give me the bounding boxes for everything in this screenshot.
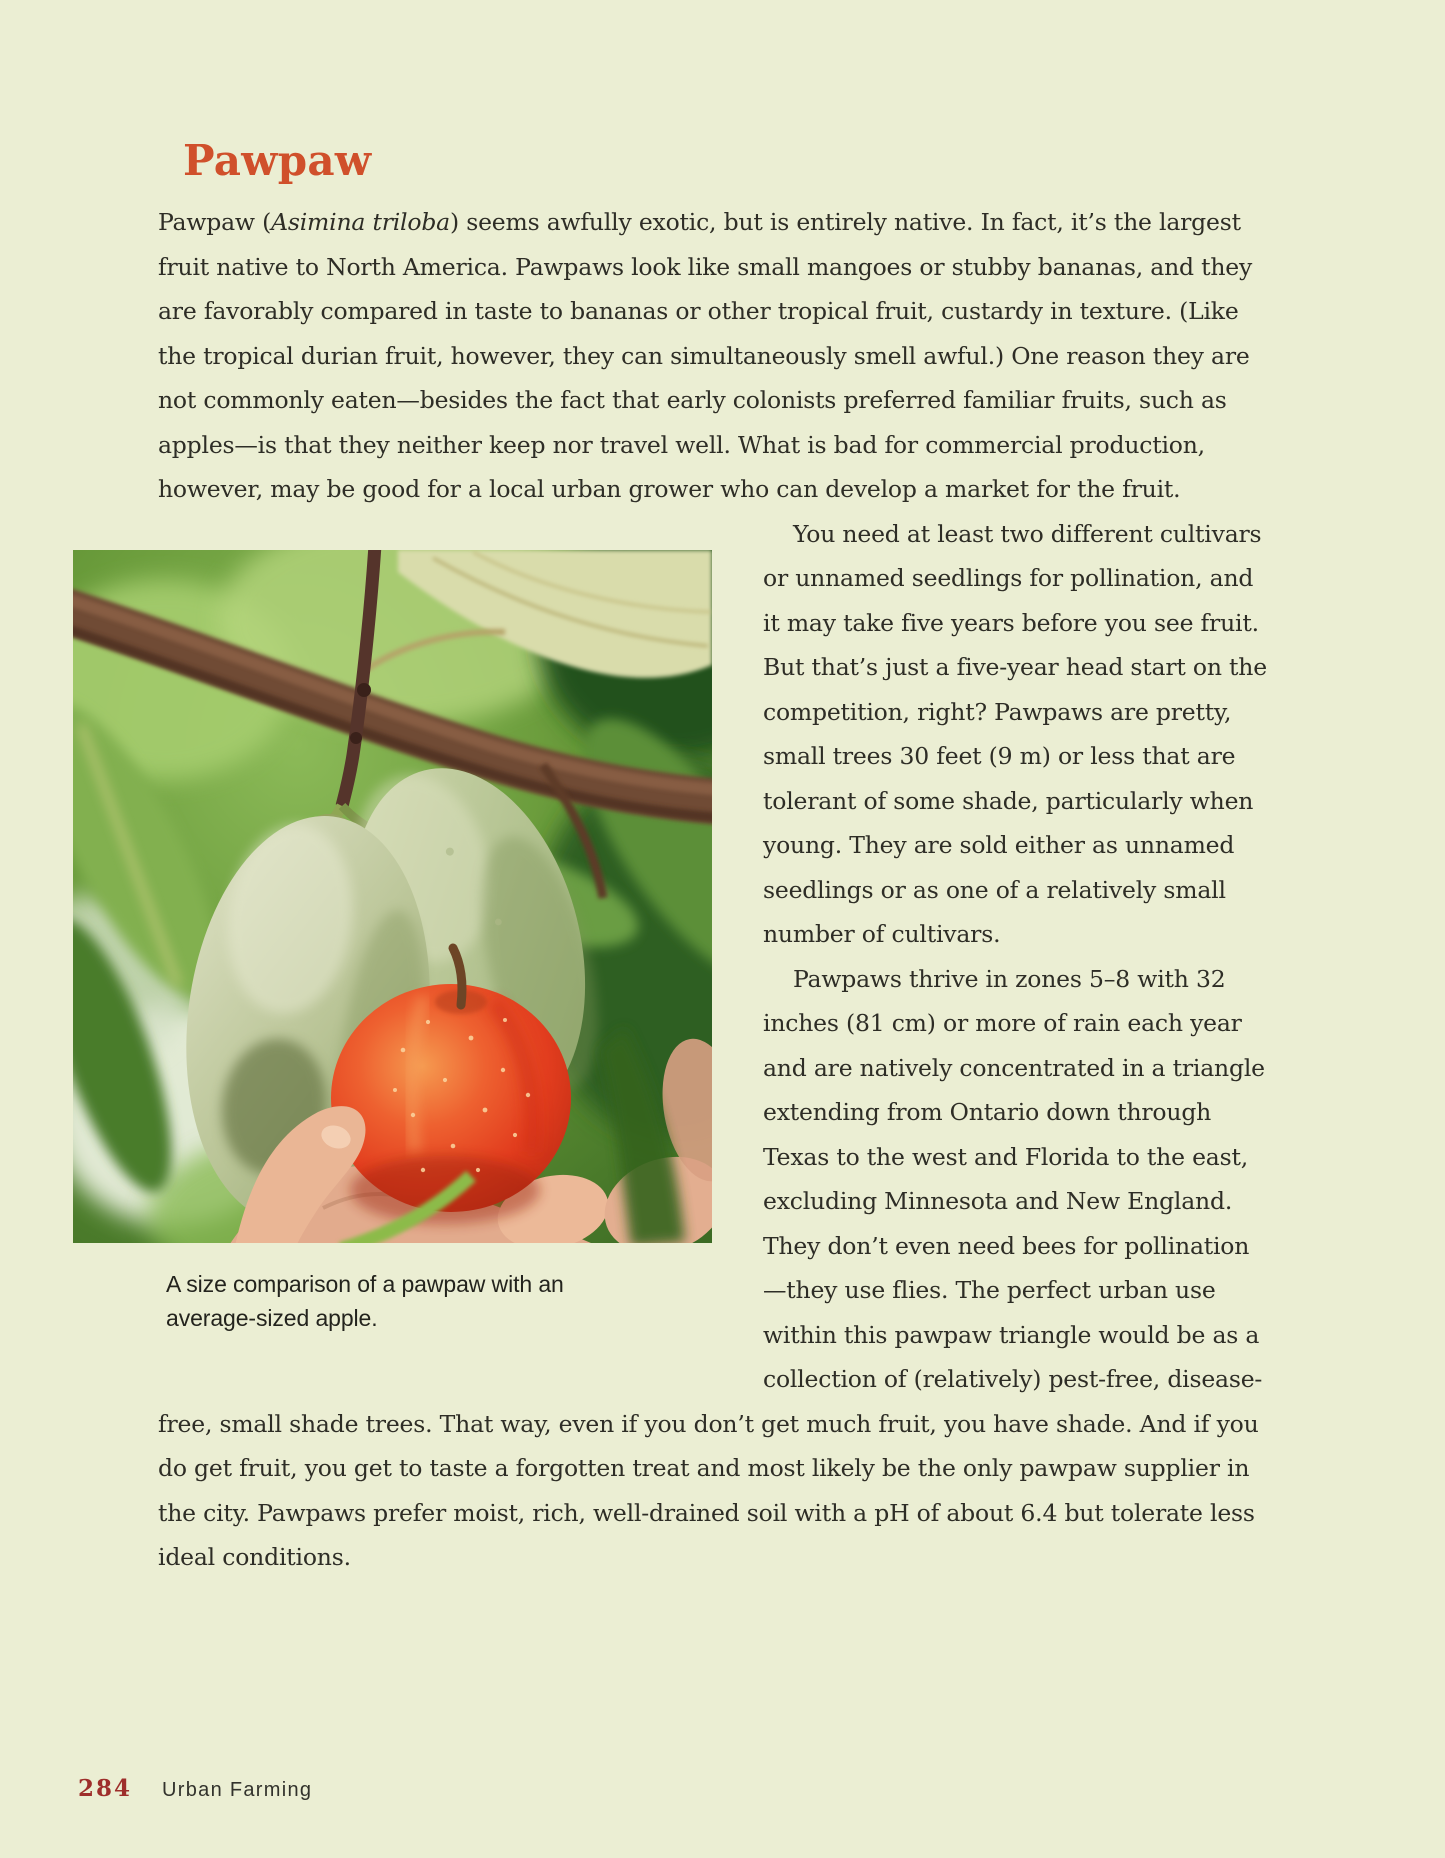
intro-text-post: ) seems awfully exotic, but is entirely native. In fact, it’s the largest fruit native to North America. Pawpaws look like small mangoes or stubby bananas, and they are favorably compared in taste to bananas or other tropical fruit, custardy in texture. (Like the tropical durian fruit, however, they can simultaneously smell awful.) One reason they are not commonly eaten—besides the fact that early colonists preferred familiar fruits, such as apples—is that they neither keep nor travel well. What is bad for commercial production, however, may be good for a local urban grower who can develop a market for the fruit. <box>158 208 1253 503</box>
page-title: Pawpaw <box>183 136 372 185</box>
intro-text-pre: Pawpaw ( <box>158 208 272 236</box>
body-paragraph: Pawpaws thrive in zones 5–8 with 32 inches (81 cm) or more of rain each year and are natively concentrated in a triangle extending from Ontario down through Texas to the west and Florida to the east, excluding Minnesota and New England. They don’t even need bees for pollination—they use flies. The perfect urban use within this pawpaw triangle would be as a collection of (relatively) pest-free, disease-free, small shade trees. That way, even if you don’t get much fruit, you have shade. And if you do get fruit, you get to taste a forgotten treat and most likely be the only pawpaw supplier in the city. Pawpaws prefer moist, rich, well-drained soil with a pH of about 6.4 but tolerate less ideal conditions. <box>158 964 1265 1571</box>
page-footer <box>78 1775 312 1802</box>
photo-caption: A size comparison of a pawpaw with an average-sized apple. <box>166 1270 564 1331</box>
page-number: 284 <box>78 1775 133 1802</box>
pawpaw-photo-figure <box>73 550 712 1335</box>
body-paragraph: You need at least two different cultivars or unnamed seedlings for pollination, and it may take five years before you see fruit. But that’s just a five-year head start on the competition, right? Pawpaws are pretty, small trees 30 feet (9 m) or less that are tolerant of some shade, particularly when young. They are sold either as unnamed seedlings or as one of a relatively small number of cultivars. <box>763 519 1267 948</box>
page-content <box>0 138 1445 1580</box>
book-title: Urban Farming <box>162 1779 313 1801</box>
intro-paragraph <box>158 200 1270 512</box>
species-name-italic: Asimina triloba <box>271 208 450 236</box>
pawpaw-apple-photo <box>73 550 712 1243</box>
